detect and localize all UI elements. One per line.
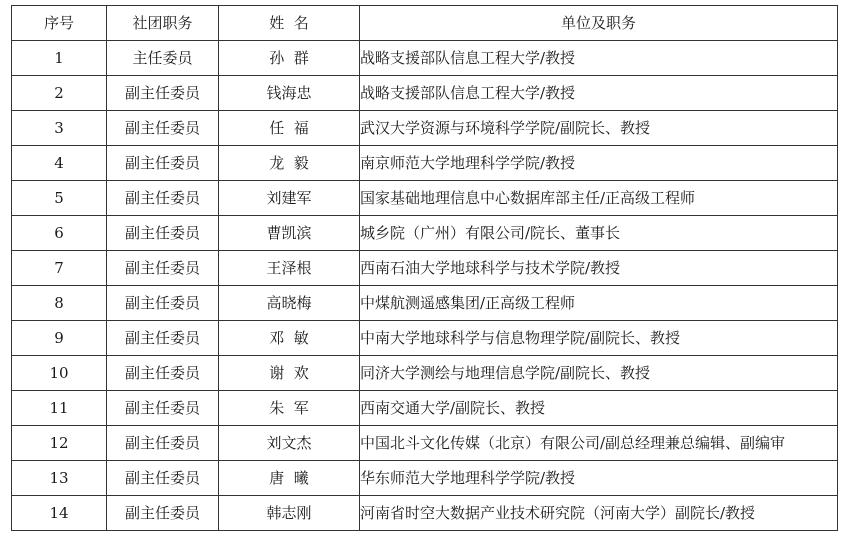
row-unit: 武汉大学资源与环境科学学院/副院长、教授 [360,111,838,146]
row-unit: 河南省时空大数据产业技术研究院（河南大学）副院长/教授 [360,496,838,531]
row-index: 14 [12,496,107,531]
row-role: 副主任委员 [107,496,219,531]
table-header [12,6,838,41]
row-name: 龙 毅 [219,146,360,181]
table-body [12,41,838,531]
row-index: 10 [12,356,107,391]
row-role: 副主任委员 [107,426,219,461]
row-index: 9 [12,321,107,356]
row-name: 钱海忠 [219,76,360,111]
header-name: 姓 名 [219,6,360,41]
table-row [12,111,838,146]
row-role: 副主任委员 [107,461,219,496]
table-row [12,216,838,251]
row-unit: 华东师范大学地理科学学院/教授 [360,461,838,496]
row-unit: 中南大学地球科学与信息物理学院/副院长、教授 [360,321,838,356]
table-row [12,41,838,76]
row-name: 韩志刚 [219,496,360,531]
table-row [12,496,838,531]
row-role: 副主任委员 [107,111,219,146]
row-unit: 南京师范大学地理科学学院/教授 [360,146,838,181]
row-role: 副主任委员 [107,356,219,391]
row-name: 刘文杰 [219,426,360,461]
row-unit: 西南石油大学地球科学与技术学院/教授 [360,251,838,286]
header-unit: 单位及职务 [360,6,838,41]
row-index: 8 [12,286,107,321]
row-unit: 战略支援部队信息工程大学/教授 [360,76,838,111]
row-index: 3 [12,111,107,146]
table-row [12,321,838,356]
row-role: 副主任委员 [107,146,219,181]
table-row [12,146,838,181]
row-name: 朱 军 [219,391,360,426]
row-role: 副主任委员 [107,391,219,426]
row-role: 副主任委员 [107,321,219,356]
row-name: 唐 曦 [219,461,360,496]
row-name: 王泽根 [219,251,360,286]
row-index: 13 [12,461,107,496]
row-index: 11 [12,391,107,426]
table-row [12,461,838,496]
row-role: 副主任委员 [107,286,219,321]
table-row [12,391,838,426]
row-name: 孙 群 [219,41,360,76]
row-index: 12 [12,426,107,461]
row-unit: 西南交通大学/副院长、教授 [360,391,838,426]
row-role: 副主任委员 [107,216,219,251]
row-index: 7 [12,251,107,286]
row-unit: 城乡院（广州）有限公司/院长、董事长 [360,216,838,251]
row-role: 副主任委员 [107,76,219,111]
table-row [12,426,838,461]
row-index: 4 [12,146,107,181]
header-index: 序号 [12,6,107,41]
row-index: 5 [12,181,107,216]
table-row [12,356,838,391]
table-row [12,181,838,216]
table-row [12,76,838,111]
row-name: 曹凯滨 [219,216,360,251]
committee-member-table [11,5,838,531]
row-role: 副主任委员 [107,251,219,286]
table-row [12,251,838,286]
row-role: 主任委员 [107,41,219,76]
table-row [12,286,838,321]
row-index: 1 [12,41,107,76]
row-index: 6 [12,216,107,251]
row-name: 谢 欢 [219,356,360,391]
row-name: 任 福 [219,111,360,146]
header-role: 社团职务 [107,6,219,41]
row-name: 高晓梅 [219,286,360,321]
row-unit: 中国北斗文化传媒（北京）有限公司/副总经理兼总编辑、副编审 [360,426,838,461]
row-unit: 中煤航测遥感集团/正高级工程师 [360,286,838,321]
row-role: 副主任委员 [107,181,219,216]
row-unit: 战略支援部队信息工程大学/教授 [360,41,838,76]
row-name: 刘建军 [219,181,360,216]
row-unit: 同济大学测绘与地理信息学院/副院长、教授 [360,356,838,391]
header-row [12,6,838,41]
row-index: 2 [12,76,107,111]
row-name: 邓 敏 [219,321,360,356]
row-unit: 国家基础地理信息中心数据库部主任/正高级工程师 [360,181,838,216]
